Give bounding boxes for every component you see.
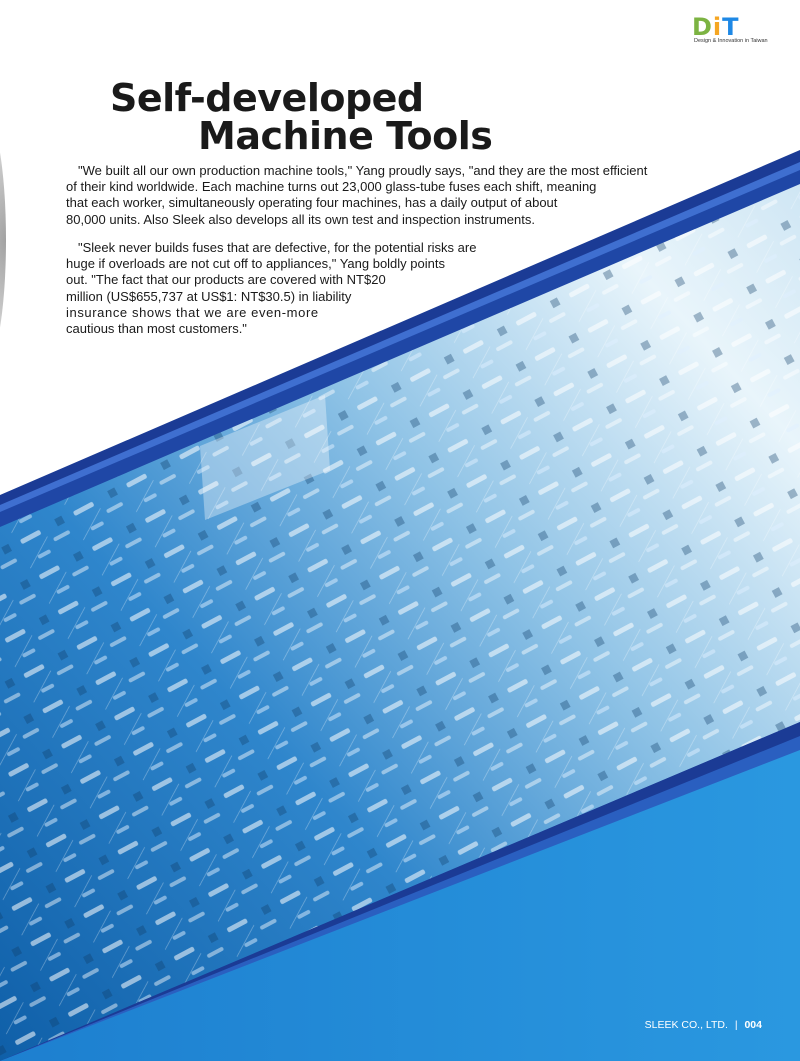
paragraph-2-line: insurance shows that we are even-more <box>66 304 319 320</box>
paragraph-2-line: cautious than most customers." <box>66 321 247 337</box>
paragraph-1-line: of their kind worldwide. Each machine turns out 23,000 glass-tube fuses each shift, meaning <box>66 179 597 195</box>
article-title-line-2: Machine Tools <box>198 114 493 158</box>
page-number: 004 <box>744 1019 762 1031</box>
logo-letter-d: D <box>692 13 713 41</box>
dit-logo-mark <box>692 14 740 40</box>
logo-letter-i: i <box>712 13 723 41</box>
paragraph-2-line: out. "The fact that our products are covered with NT$20 <box>66 272 386 288</box>
logo-letter-t: T <box>722 13 740 41</box>
footer-company: SLEEK CO., LTD. <box>644 1019 728 1031</box>
paragraph-2-line: million (US$655,737 at US$1: NT$30.5) in liability <box>66 288 352 304</box>
article-title-line-1: Self-developed <box>110 76 424 120</box>
page-footer <box>645 1019 762 1031</box>
paragraph-1-line: "We built all our own production machine tools," Yang proudly says, "and they are the most efficient <box>78 163 648 178</box>
article-paragraph-2 <box>66 240 506 337</box>
paragraph-1-line: 80,000 units. Also Sleek also develops all its own test and inspection instruments. <box>66 211 535 227</box>
paragraph-2-line: huge if overloads are not cut off to appliances," Yang boldly points <box>66 256 445 272</box>
logo-tagline: Design & Innovation in Taiwan <box>694 38 768 44</box>
dit-logo <box>692 14 792 48</box>
paragraph-1-line: that each worker, simultaneously operating four machines, has a daily output of about <box>66 195 558 211</box>
paragraph-2-line: "Sleek never builds fuses that are defective, for the potential risks are <box>78 240 477 255</box>
footer-separator: | <box>734 1019 738 1031</box>
article-paragraph-1 <box>66 163 692 228</box>
